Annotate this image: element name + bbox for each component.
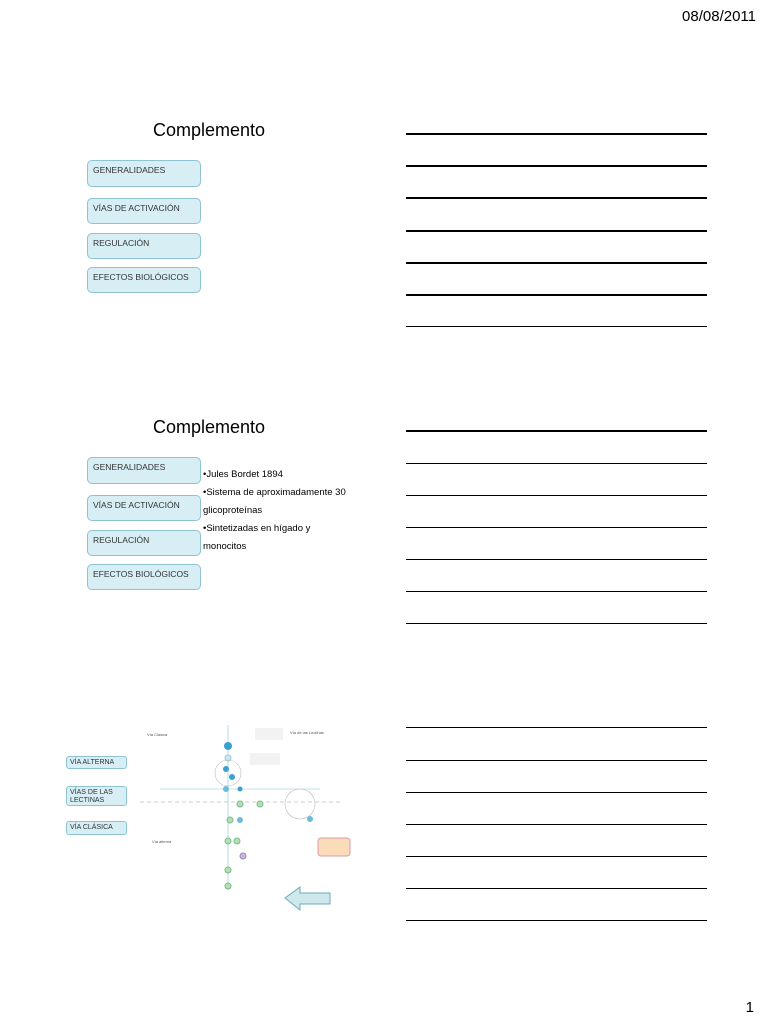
bullet-item: •Sintetizadas en hígado y monocitos — [203, 523, 311, 552]
note-line — [406, 591, 707, 592]
nav-efectos-biologicos: EFECTOS BIOLÓGICOS — [87, 267, 201, 293]
slide-title: Complemento — [153, 120, 266, 140]
nav-via-clasica: VÍA CLÁSICA — [66, 821, 127, 835]
note-line — [406, 262, 707, 264]
note-line — [406, 920, 707, 921]
nav-generalidades: GENERALIDADES — [87, 160, 201, 187]
note-line — [406, 527, 707, 528]
nav-vias-lectinas: VÍAS DE LAS LECTINAS — [66, 786, 127, 806]
bullet-item: •Sistema de aproximadamente 30 glicoproteínas — [203, 487, 346, 516]
nav-efectos-biologicos: EFECTOS BIOLÓGICOS — [87, 564, 201, 590]
note-line — [406, 165, 707, 167]
note-line — [406, 856, 707, 857]
note-line — [406, 230, 707, 232]
label-via-alterna: Vía alterna — [152, 839, 172, 844]
note-line — [406, 430, 707, 432]
note-line — [406, 326, 707, 327]
note-line — [406, 824, 707, 825]
nav-regulacion: REGULACIÓN — [87, 233, 201, 259]
note-line — [406, 294, 707, 296]
slide-title: Complemento — [153, 417, 266, 437]
bullet-item: •Jules Bordet 1894 — [203, 469, 283, 480]
note-line — [406, 495, 707, 496]
note-line — [406, 463, 707, 464]
page-number: 1 — [745, 999, 754, 1016]
note-line — [406, 133, 707, 135]
note-line — [406, 792, 707, 793]
complement-pathway-diagram — [140, 720, 370, 920]
slide-1 — [60, 120, 360, 360]
note-line — [406, 888, 707, 889]
nav-vias-activacion: VÍAS DE ACTIVACIÓN — [87, 198, 201, 224]
page-date: 08/08/2011 — [682, 8, 756, 25]
note-line — [406, 559, 707, 560]
note-line — [406, 727, 707, 728]
nav-vias-activacion: VÍAS DE ACTIVACIÓN — [87, 495, 201, 521]
nav-generalidades: GENERALIDADES — [87, 457, 201, 484]
slide-2 — [60, 417, 360, 657]
bullet-list — [203, 466, 353, 556]
nav-regulacion: REGULACIÓN — [87, 530, 201, 556]
label-via-clasica: Vía Clásica — [147, 732, 168, 737]
note-line — [406, 760, 707, 761]
label-via-lectinas: Vía de las Lectinas — [290, 730, 324, 735]
note-line — [406, 197, 707, 199]
nav-via-alterna: VÍA ALTERNA — [66, 756, 127, 769]
note-line — [406, 623, 707, 624]
